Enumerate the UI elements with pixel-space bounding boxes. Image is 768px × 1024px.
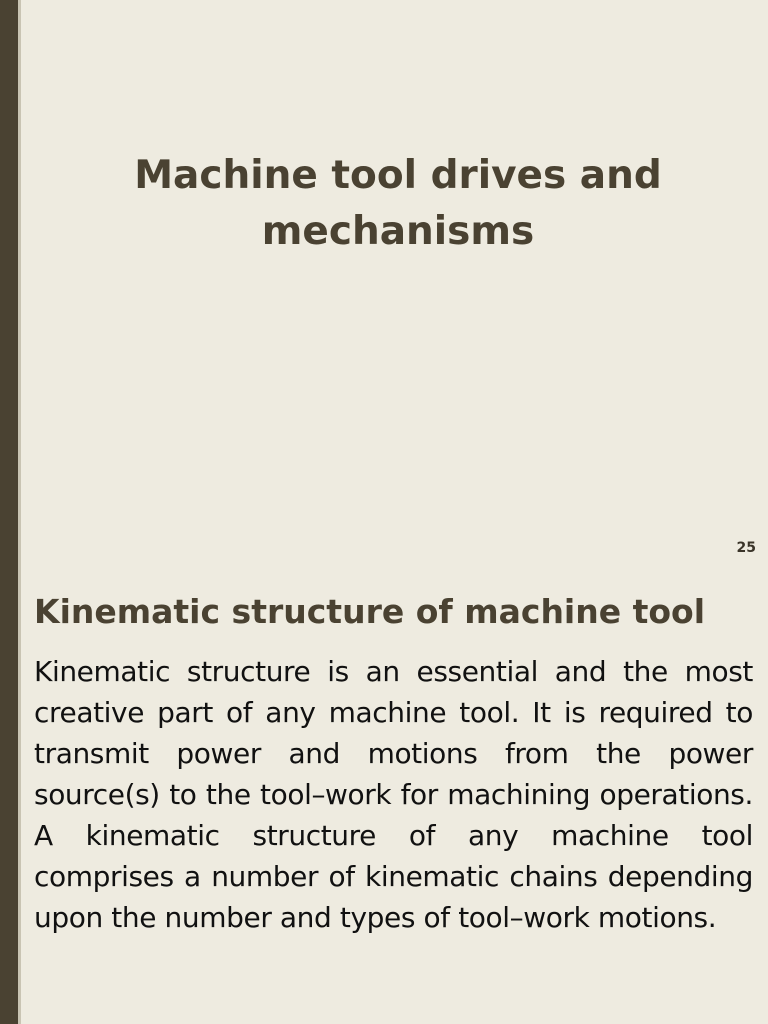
body-paragraph: Kinematic structure is an essential and the most creative part of any machine tool. It is required to transmit power and motions from the power source(s) to the tool–work for machining operations. A kinematic structure of any machine tool comprises a number of kinematic chains depending upon the number and types of tool–work motions. — [34, 655, 753, 934]
page-number: 25 — [736, 540, 756, 556]
left-accent-bar-edge — [18, 0, 21, 1024]
slide-title: Machine tool drives and mechanisms — [134, 153, 662, 254]
section-heading: Kinematic structure of machine tool — [34, 592, 706, 631]
left-accent-bar — [0, 0, 18, 1024]
